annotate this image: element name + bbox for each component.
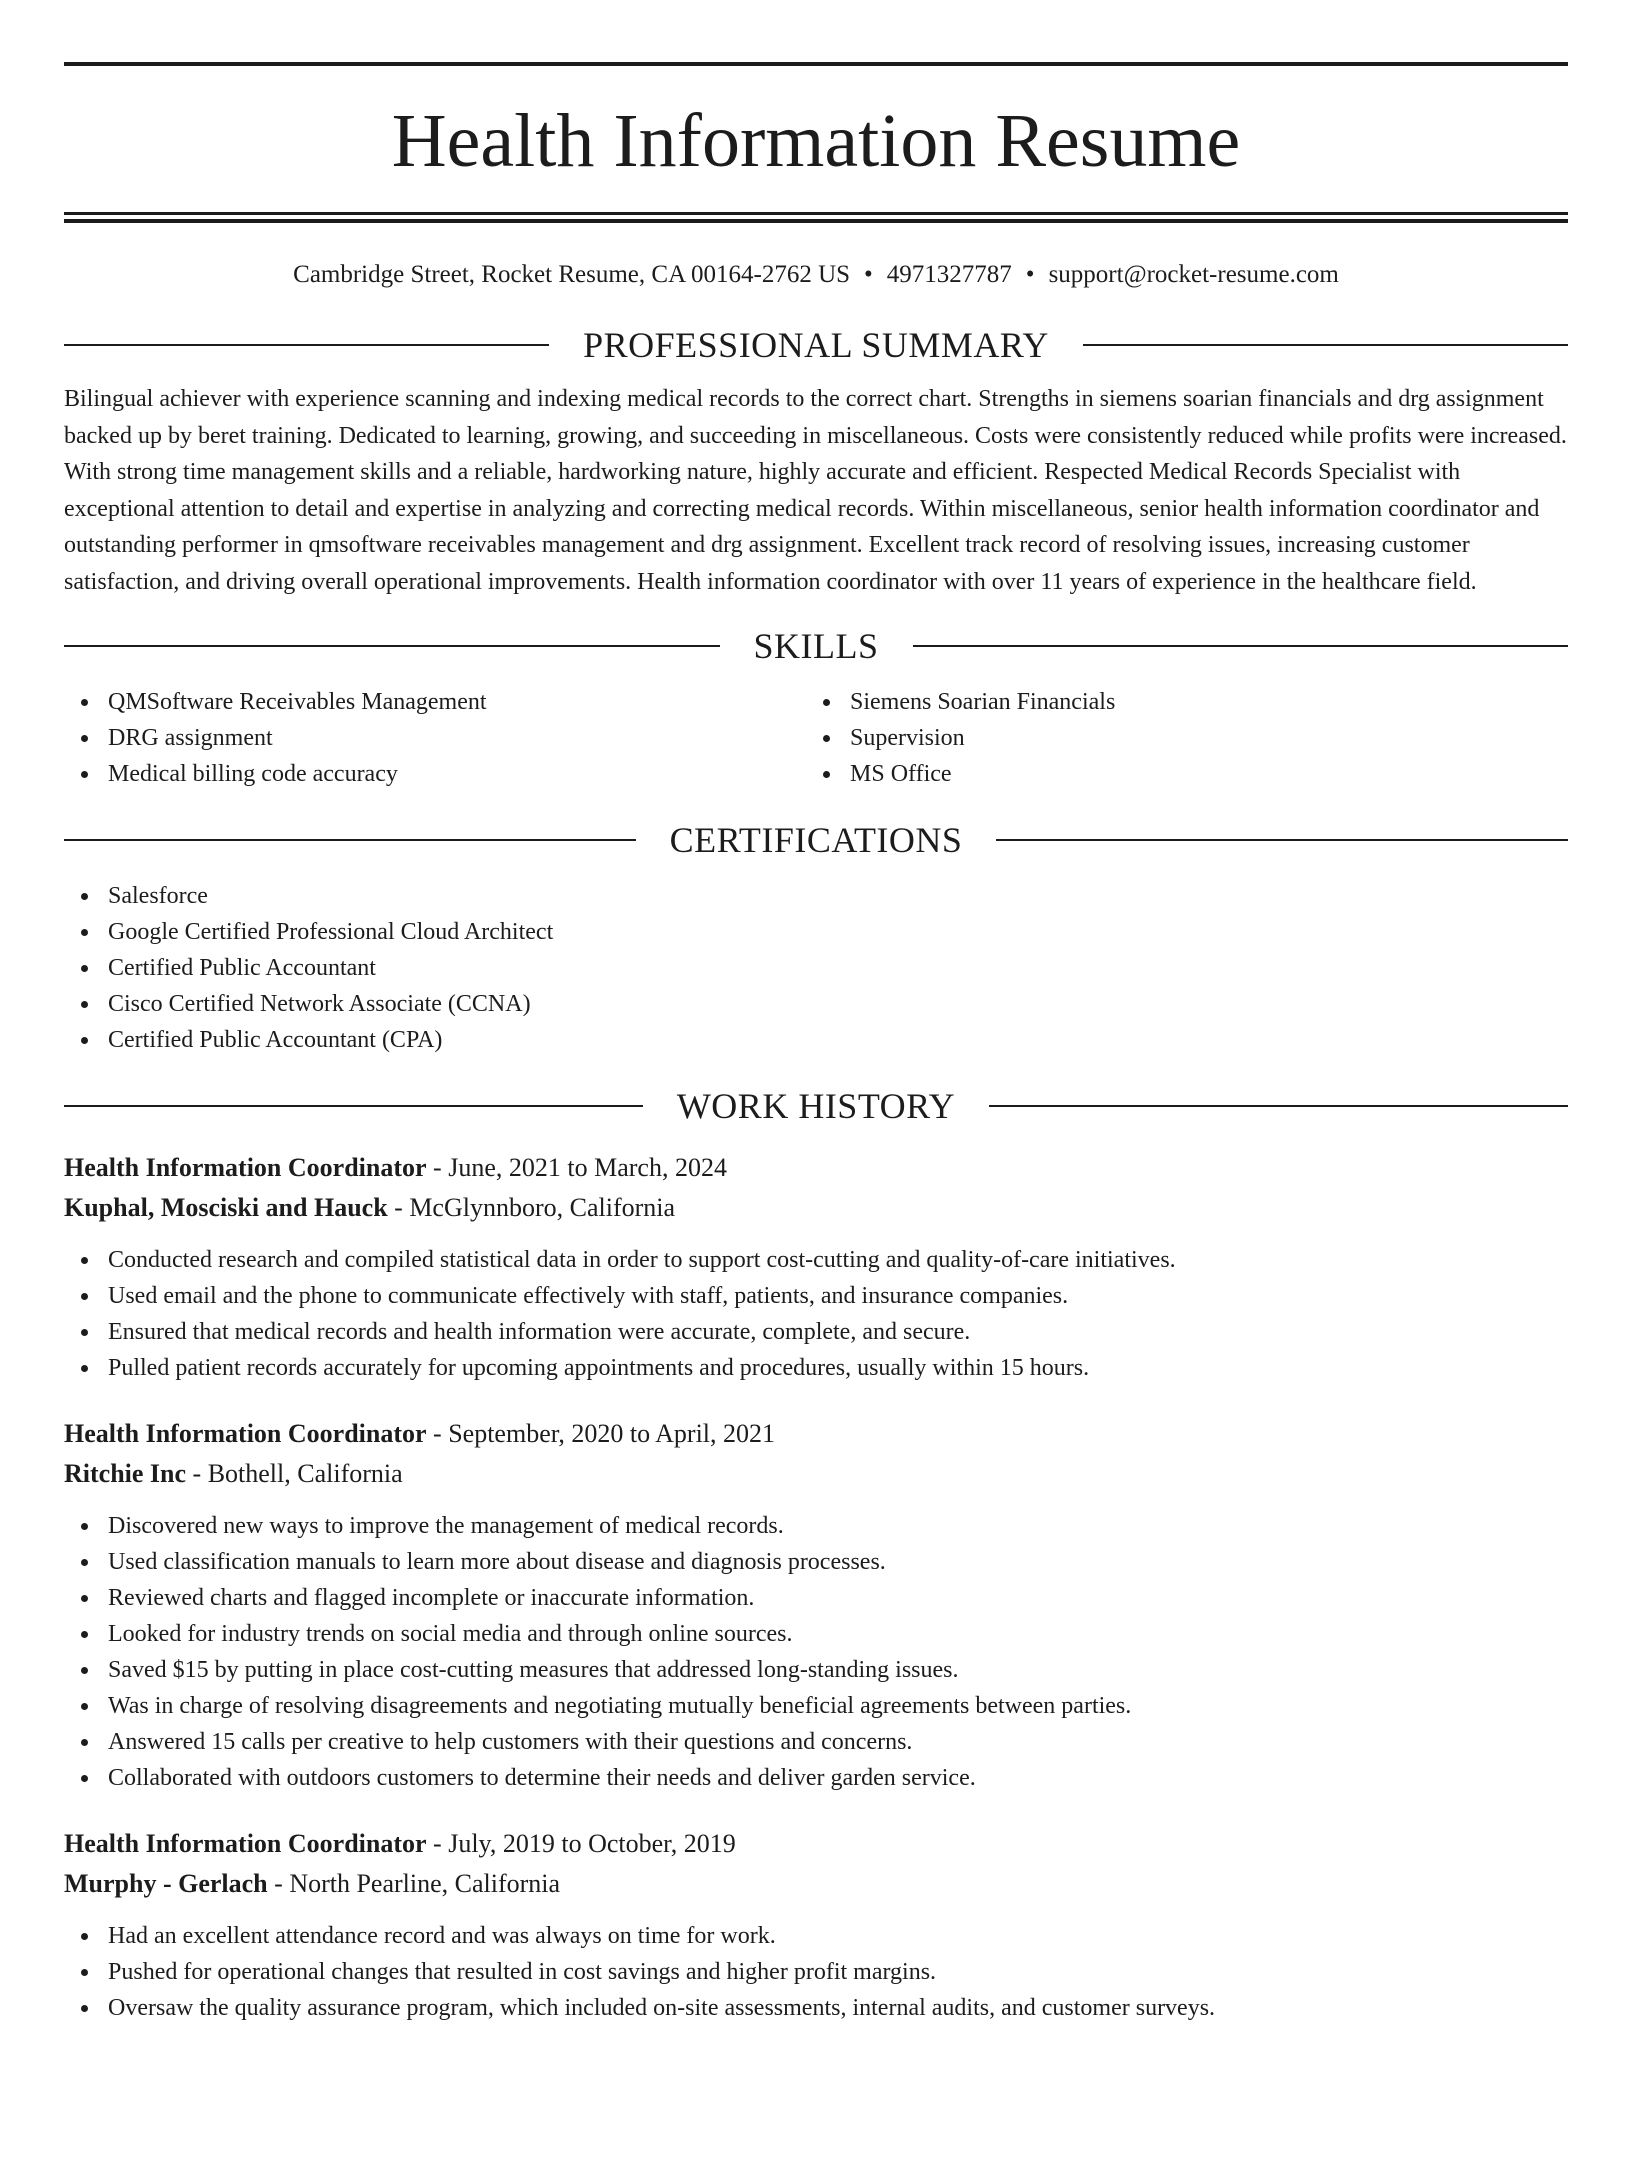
job-company: Murphy - Gerlach	[64, 1869, 268, 1898]
resume-page	[0, 62, 1632, 2174]
section-title: CERTIFICATIONS	[669, 820, 963, 860]
divider-line	[913, 645, 1569, 647]
section-heading-work-history	[64, 1086, 1568, 1126]
job-bullet: Used classification manuals to learn more about disease and diagnosis processes.	[64, 1544, 1568, 1580]
double-rule	[64, 212, 1568, 223]
job-company-line	[64, 1454, 1568, 1494]
job-dates: - July, 2019 to October, 2019	[426, 1829, 736, 1858]
job-bullets	[64, 1242, 1568, 1386]
job-company: Kuphal, Mosciski and Hauck	[64, 1193, 388, 1222]
contact-phone: 4971327787	[886, 261, 1012, 288]
divider-line	[989, 1105, 1568, 1107]
contact-separator: •	[864, 261, 873, 288]
job-location: - Bothell, California	[186, 1459, 403, 1488]
skills-list-right	[806, 684, 1548, 792]
job-bullet: Discovered new ways to improve the management of medical records.	[64, 1508, 1568, 1544]
certification-item: Certified Public Accountant	[64, 950, 1568, 986]
job-entry	[64, 1414, 1568, 1796]
skills-grid	[64, 684, 1568, 792]
section-title: PROFESSIONAL SUMMARY	[583, 325, 1049, 365]
job-location: - North Pearline, California	[267, 1869, 561, 1898]
job-bullet: Collaborated with outdoors customers to determine their needs and deliver garden service.	[64, 1760, 1568, 1796]
certification-item: Salesforce	[64, 878, 1568, 914]
job-title: Health Information Coordinator	[64, 1419, 427, 1448]
section-title: WORK HISTORY	[676, 1086, 956, 1126]
skill-item: QMSoftware Receivables Management	[64, 684, 806, 720]
skill-item: Medical billing code accuracy	[64, 756, 806, 792]
contact-address: Cambridge Street, Rocket Resume, CA 00164-2762 US	[293, 261, 851, 288]
job-bullet: Used email and the phone to communicate effectively with staff, patients, and insurance companies.	[64, 1278, 1568, 1314]
divider-line	[64, 645, 720, 647]
skills-list-left	[64, 684, 806, 792]
job-bullet: Pulled patient records accurately for upcoming appointments and procedures, usually within 15 hours.	[64, 1350, 1568, 1386]
contact-line	[64, 259, 1568, 291]
section-heading-certifications	[64, 820, 1568, 860]
skill-item: DRG assignment	[64, 720, 806, 756]
job-bullet: Saved $15 by putting in place cost-cutting measures that addressed long-standing issues.	[64, 1652, 1568, 1688]
contact-email: support@rocket-resume.com	[1048, 261, 1339, 288]
section-heading-skills	[64, 626, 1568, 666]
job-company-line	[64, 1864, 1568, 1904]
certification-item: Cisco Certified Network Associate (CCNA)	[64, 986, 1568, 1022]
job-bullets	[64, 1508, 1568, 1796]
job-bullet: Had an excellent attendance record and was always on time for work.	[64, 1918, 1568, 1954]
top-rule	[64, 62, 1568, 66]
certifications-list	[64, 878, 1568, 1058]
skill-item: MS Office	[806, 756, 1548, 792]
job-location: - McGlynnboro, California	[387, 1193, 676, 1222]
contact-separator: •	[1025, 261, 1035, 288]
skill-item: Supervision	[806, 720, 1548, 756]
job-bullets	[64, 1918, 1568, 2026]
section-heading-summary	[64, 325, 1568, 365]
job-bullet: Conducted research and compiled statistical data in order to support cost-cutting and quality-of-care initiatives.	[64, 1242, 1568, 1278]
divider-line	[64, 344, 549, 346]
job-bullet: Answered 15 calls per creative to help customers with their questions and concerns.	[64, 1724, 1568, 1760]
divider-line	[64, 839, 636, 841]
certification-item: Certified Public Accountant (CPA)	[64, 1022, 1568, 1058]
job-entry	[64, 1148, 1568, 1386]
job-bullet: Looked for industry trends on social media and through online sources.	[64, 1616, 1568, 1652]
job-company-line	[64, 1188, 1568, 1228]
job-bullet: Pushed for operational changes that resulted in cost savings and higher profit margins.	[64, 1954, 1568, 1990]
divider-line	[1083, 344, 1568, 346]
skill-item: Siemens Soarian Financials	[806, 684, 1548, 720]
job-title-line	[64, 1148, 1568, 1188]
section-title: SKILLS	[753, 626, 879, 666]
job-dates: - September, 2020 to April, 2021	[426, 1419, 776, 1448]
job-bullet: Oversaw the quality assurance program, which included on-site assessments, internal audits, and customer surveys.	[64, 1990, 1568, 2026]
certification-item: Google Certified Professional Cloud Architect	[64, 914, 1568, 950]
resume-title: Health Information Resume	[391, 99, 1241, 183]
job-title-line	[64, 1414, 1568, 1454]
job-title-line	[64, 1824, 1568, 1864]
job-bullet: Ensured that medical records and health information were accurate, complete, and secure.	[64, 1314, 1568, 1350]
divider-line	[996, 839, 1568, 841]
job-bullet: Reviewed charts and flagged incomplete or inaccurate information.	[64, 1580, 1568, 1616]
job-entry	[64, 1824, 1568, 2026]
divider-line	[64, 1105, 643, 1107]
job-dates: - June, 2021 to March, 2024	[426, 1153, 727, 1182]
job-title: Health Information Coordinator	[64, 1829, 427, 1858]
job-title: Health Information Coordinator	[64, 1153, 427, 1182]
job-bullet: Was in charge of resolving disagreements and negotiating mutually beneficial agreements between parties.	[64, 1688, 1568, 1724]
job-company: Ritchie Inc	[64, 1459, 187, 1488]
summary-text: Bilingual achiever with experience scanning and indexing medical records to the correct chart. Strengths in siemens soarian financials and drg assignment backed up by beret training. Dedicated to learning, growing, and succeeding in miscellaneous. Costs were consistently reduced while profits were increased. With strong time management skills and a reliable, hardworking nature, highly accurate and efficient. Respected Medical Records Specialist with exceptional attention to detail and expertise in analyzing and correcting medical records. Within miscellaneous, senior health information coordinator and outstanding performer in qmsoftware receivables management and drg assignment. Excellent track record of resolving issues, increasing customer satisfaction, and driving overall operational improvements. Health information coordinator with over 11 years of experience in the healthcare field.	[64, 386, 1567, 595]
